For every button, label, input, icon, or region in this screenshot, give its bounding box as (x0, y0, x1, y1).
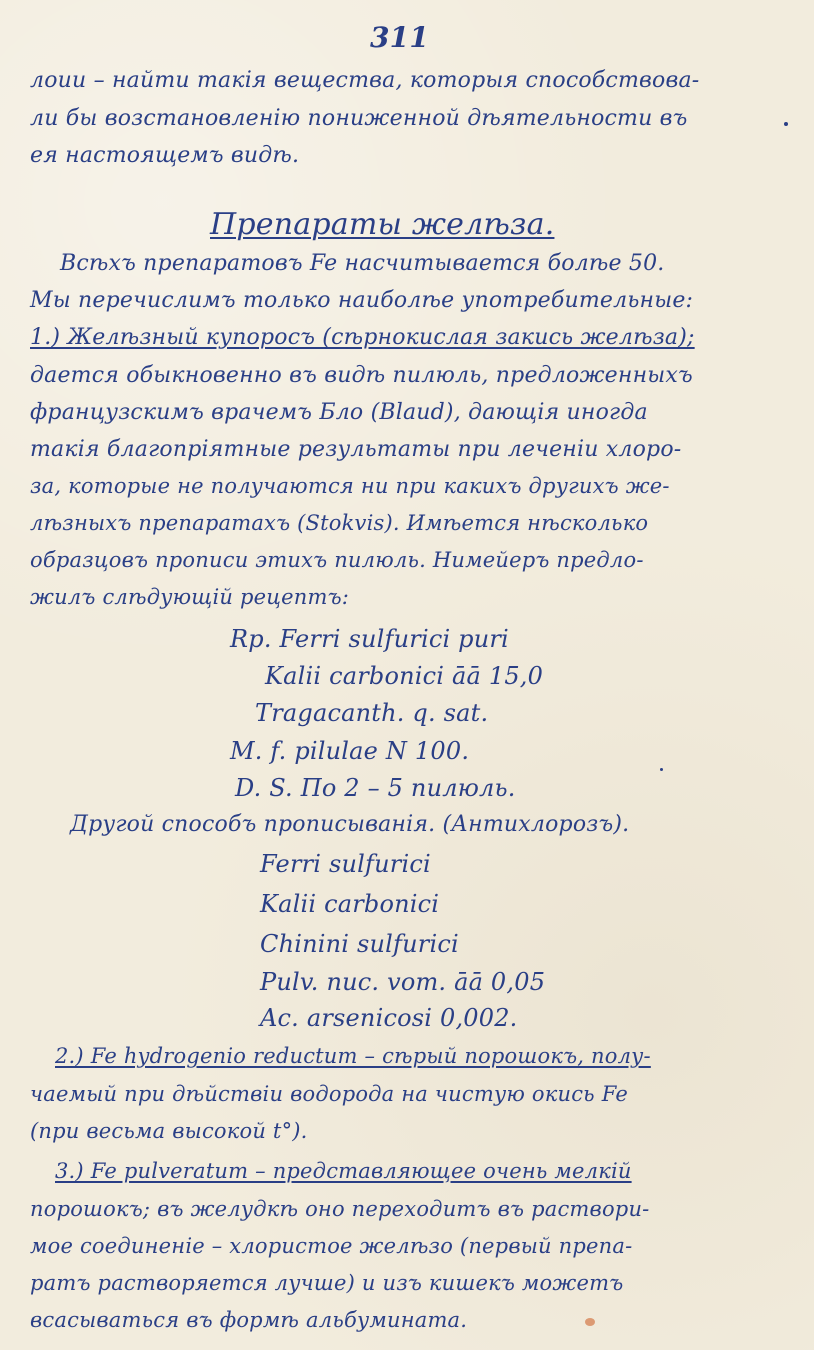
text-line-16: порошокъ; въ желудкѣ оно переходитъ въ раствори- (30, 1197, 650, 1221)
recipe-2-line-4: Pulv. nuc. vom. āā 0,05 (260, 968, 546, 996)
item-2-heading: 2.) Fe hydrogenio reductum – сѣрый порошокъ, полу- (55, 1044, 651, 1068)
text-line-6: дается обыкновенно въ видѣ пилюль, предложенныхъ (30, 363, 693, 388)
text-line-17: мое соединеніе – хлористое желѣзо (первый препа- (30, 1234, 633, 1258)
text-line-14: чаемый при дѣйствіи водорода на чистую окись Fe (30, 1082, 628, 1106)
text-line-10: лѣзныхъ препаратахъ (Stokvis). Имѣется нѣсколько (30, 511, 649, 535)
recipe-1-line-4: M. f. pilulae N 100. (230, 737, 470, 765)
text-line-7: французскимъ врачемъ Бло (Blaud), дающія иногда (30, 400, 648, 425)
text-line-9: за, которые не получаются ни при какихъ другихъ же- (30, 474, 670, 498)
text-line-15: (при весьма высокой t°). (30, 1119, 308, 1143)
text-line-2: ли бы возстановленію пониженной дѣятельности въ (30, 106, 688, 131)
item-3-heading: 3.) Fe pulveratum – представляющее очень мелкій (55, 1159, 632, 1183)
text-line-1: лоии – найти такія вещества, которыя способствова- (30, 68, 700, 93)
recipe-2-line-2: Kalii carbonici (260, 890, 440, 918)
margin-ink-dot (784, 122, 788, 126)
text-line-13: Другой способъ прописыванія. (Антихлорозъ). (70, 812, 630, 837)
recipe-1-line-2: Kalii carbonici āā 15,0 (265, 662, 544, 690)
recipe-2-line-1: Ferri sulfurici (260, 850, 431, 878)
bottom-stain (585, 1318, 595, 1326)
page-number: 311 (370, 21, 430, 54)
recipe-2-line-5: Ac. arsenicosi 0,002. (260, 1004, 518, 1032)
recipe-1-line-3: Tragacanth. q. sat. (255, 699, 489, 727)
text-line-3: ея настоящемъ видѣ. (30, 143, 300, 168)
recipe-ink-dot (660, 768, 663, 771)
item-1-heading: 1.) Желѣзный купоросъ (сѣрнокислая закись желѣза); (30, 325, 695, 350)
section-title: Препараты желѣза. (210, 207, 555, 242)
text-line-12: жилъ слѣдующій рецептъ: (30, 585, 350, 609)
text-line-19: всасываться въ формѣ альбумината. (30, 1308, 468, 1332)
text-line-11: образцовъ прописи этихъ пилюль. Нимейеръ предло- (30, 548, 644, 572)
recipe-1-line-5: D. S. По 2 – 5 пилюль. (235, 774, 516, 802)
text-line-5: Мы перечислимъ только наиболѣе употребительные: (30, 288, 694, 313)
recipe-1-line-1: Rp. Ferri sulfurici puri (230, 625, 509, 653)
text-line-4: Всѣхъ препаратовъ Fe насчитывается болѣе 50. (60, 251, 665, 276)
recipe-2-line-3: Chinini sulfurici (260, 930, 459, 958)
text-line-8: такія благопріятные результаты при леченіи хлоро- (30, 437, 682, 462)
text-line-18: ратъ растворяется лучше) и изъ кишекъ можетъ (30, 1271, 624, 1295)
